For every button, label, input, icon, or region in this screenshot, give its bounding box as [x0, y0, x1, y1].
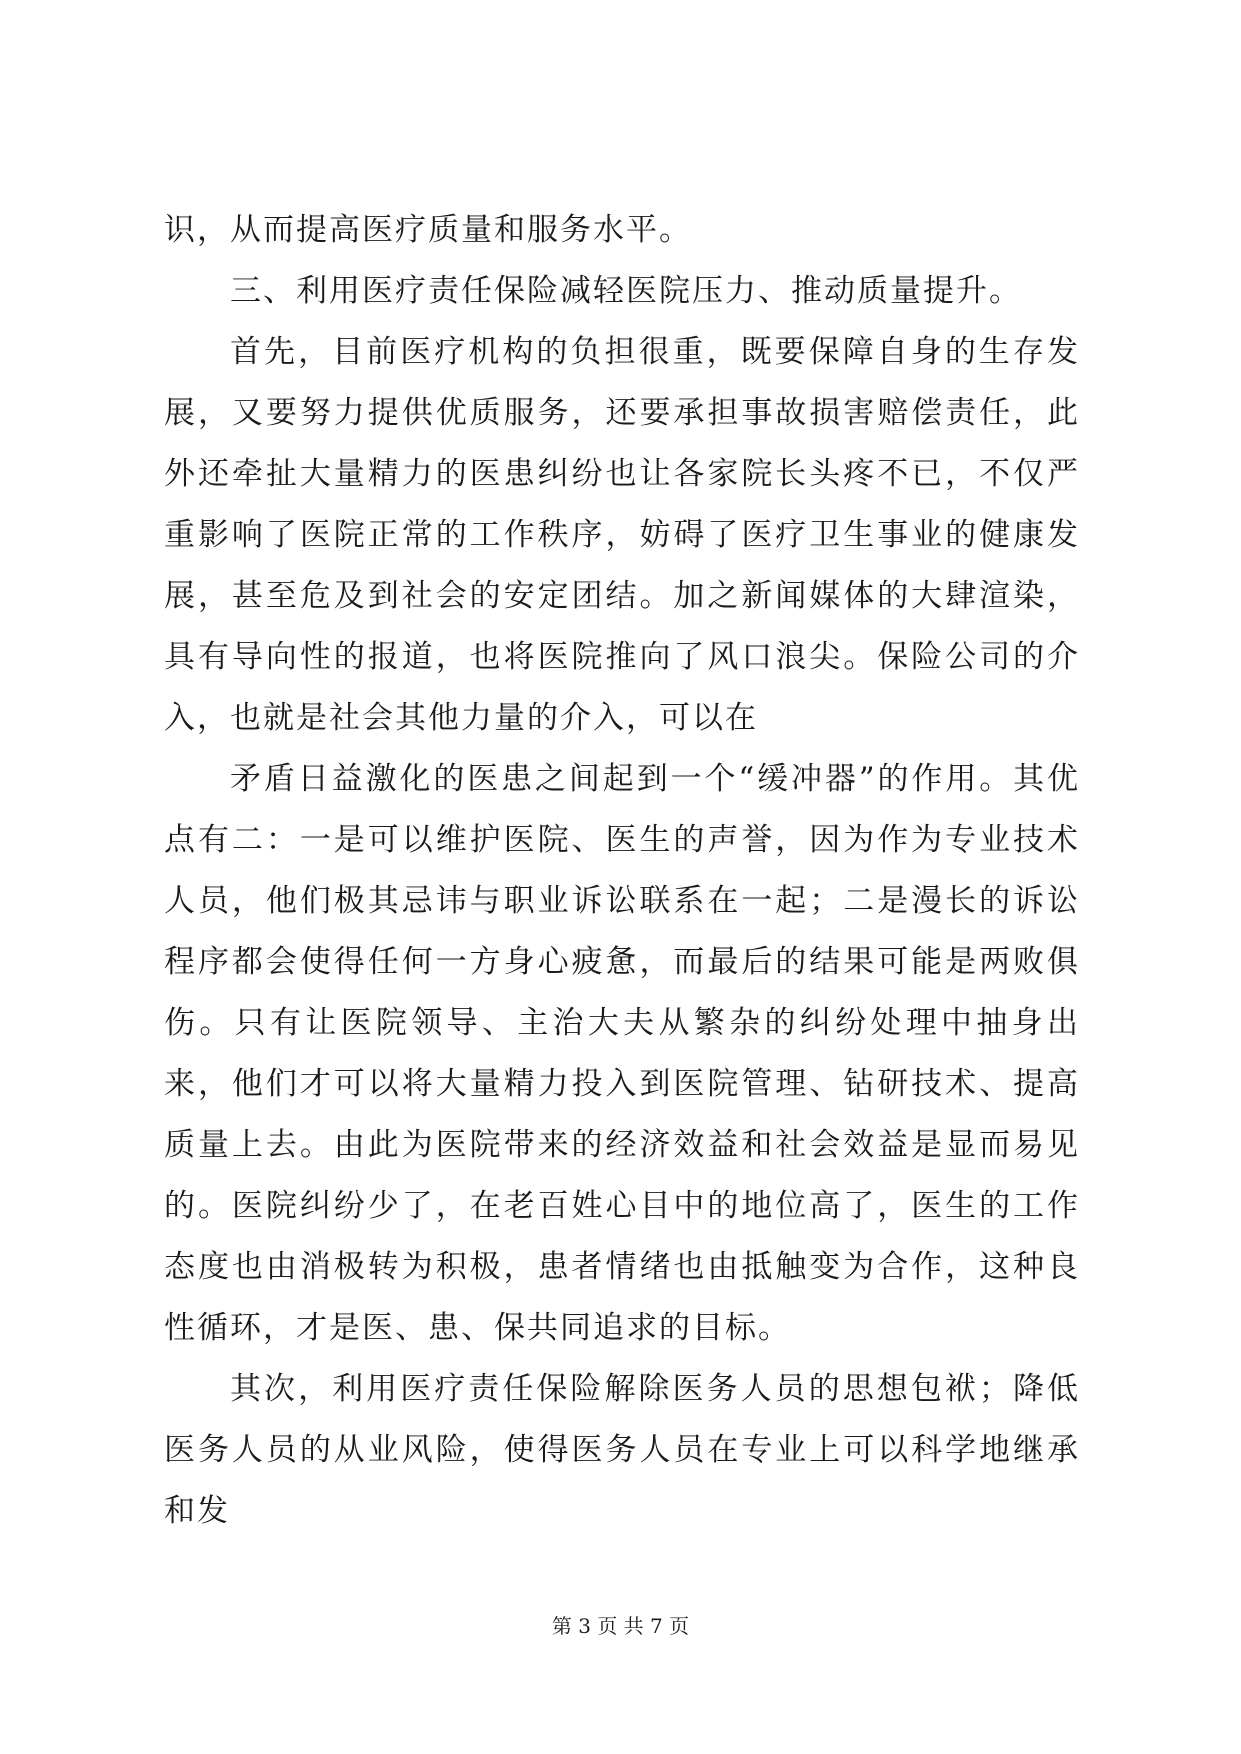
page-number-footer: 第 3 页 共 7 页 [551, 1614, 690, 1638]
section-heading: 三、利用医疗责任保险减轻医院压力、推动质量提升。 [230, 273, 1022, 309]
paragraph-buffer: 矛盾日益激化的医患之间起到一个“缓冲器”的作用。其优点有二：一是可以维护医院、医生的声誉，因为作为专业技术人员，他们极其忌讳与职业诉讼联系在一起；二是漫长的诉讼程序都会使得任何一方身心疲惫，而最后的结果可能是两败俱伤。只有让医院领导、主治大夫从繁杂的纠纷处理中抽身出来，他们才可以将大量精力投入到医院管理、钻研技术、提高质量上去。由此为医院带来的经济效益和社会效益是显而易见的。医院纠纷少了，在老百姓心目中的地位高了，医生的工作态度也由消极转为积极，患者情绪也由抵触变为合作，这种良性循环，才是医、患、保共同追求的目标。 [164, 761, 1080, 1346]
paragraph-second: 其次，利用医疗责任保险解除医务人员的思想包袱；降低医务人员的从业风险，使得医务人员在专业上可以科学地继承和发 [164, 1371, 1080, 1529]
paragraph-continuation: 识，从而提高医疗质量和服务水平。 [164, 212, 692, 248]
paragraph-first: 首先，目前医疗机构的负担很重，既要保障自身的生存发展，又要努力提供优质服务，还要承担事故损害赔偿责任，此外还牵扯大量精力的医患纠纷也让各家院长头疼不已，不仅严重影响了医院正常的工作秩序，妨碍了医疗卫生事业的健康发展，甚至危及到社会的安定团结。加之新闻媒体的大肆渲染，具有导向性的报道，也将医院推向了风口浪尖。保险公司的介入，也就是社会其他力量的介入，可以在 [164, 334, 1080, 736]
body-text [164, 200, 1080, 1542]
